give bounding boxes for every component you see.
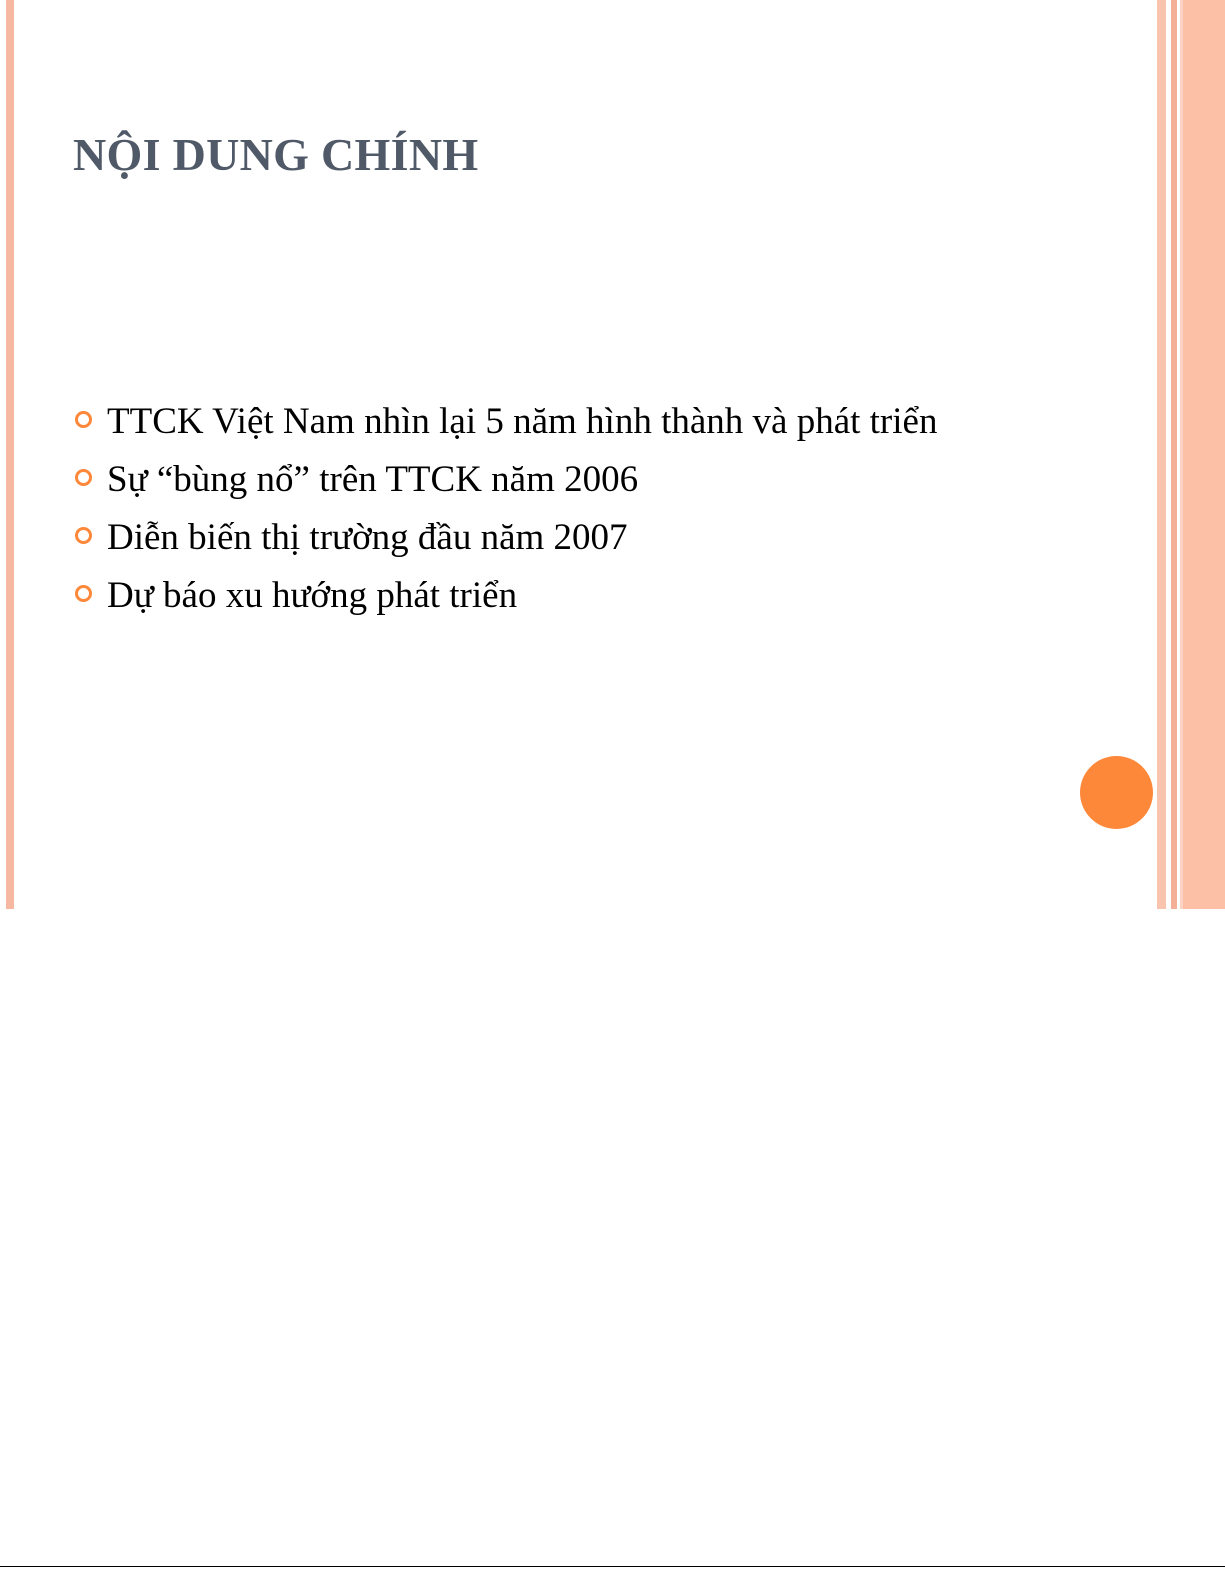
list-item [75,451,937,509]
list-item [75,567,937,625]
bullet-circle-icon [75,469,92,486]
right-border-stripe [1157,0,1166,909]
right-border-stripe [1171,0,1177,909]
bullet-circle-icon [75,411,92,428]
page-bottom-divider [0,1566,1225,1567]
bullet-text: Sự “bùng nổ” trên TTCK năm 2006 [107,459,639,500]
bullet-circle-icon [75,527,92,544]
right-border-band [1183,0,1225,909]
bullet-list [75,393,937,625]
list-item [75,509,937,567]
decorative-circle-icon [1080,756,1153,829]
left-border-stripe [6,0,14,909]
bullet-text: Dự báo xu hướng phát triển [107,575,518,616]
bullet-circle-icon [75,585,92,602]
bullet-text: Diễn biến thị trường đầu năm 2007 [107,517,628,558]
list-item [75,393,937,451]
bullet-text: TTCK Việt Nam nhìn lại 5 năm hình thành và phát triển [107,401,938,442]
slide-title: NỘI DUNG CHÍNH [73,129,479,180]
